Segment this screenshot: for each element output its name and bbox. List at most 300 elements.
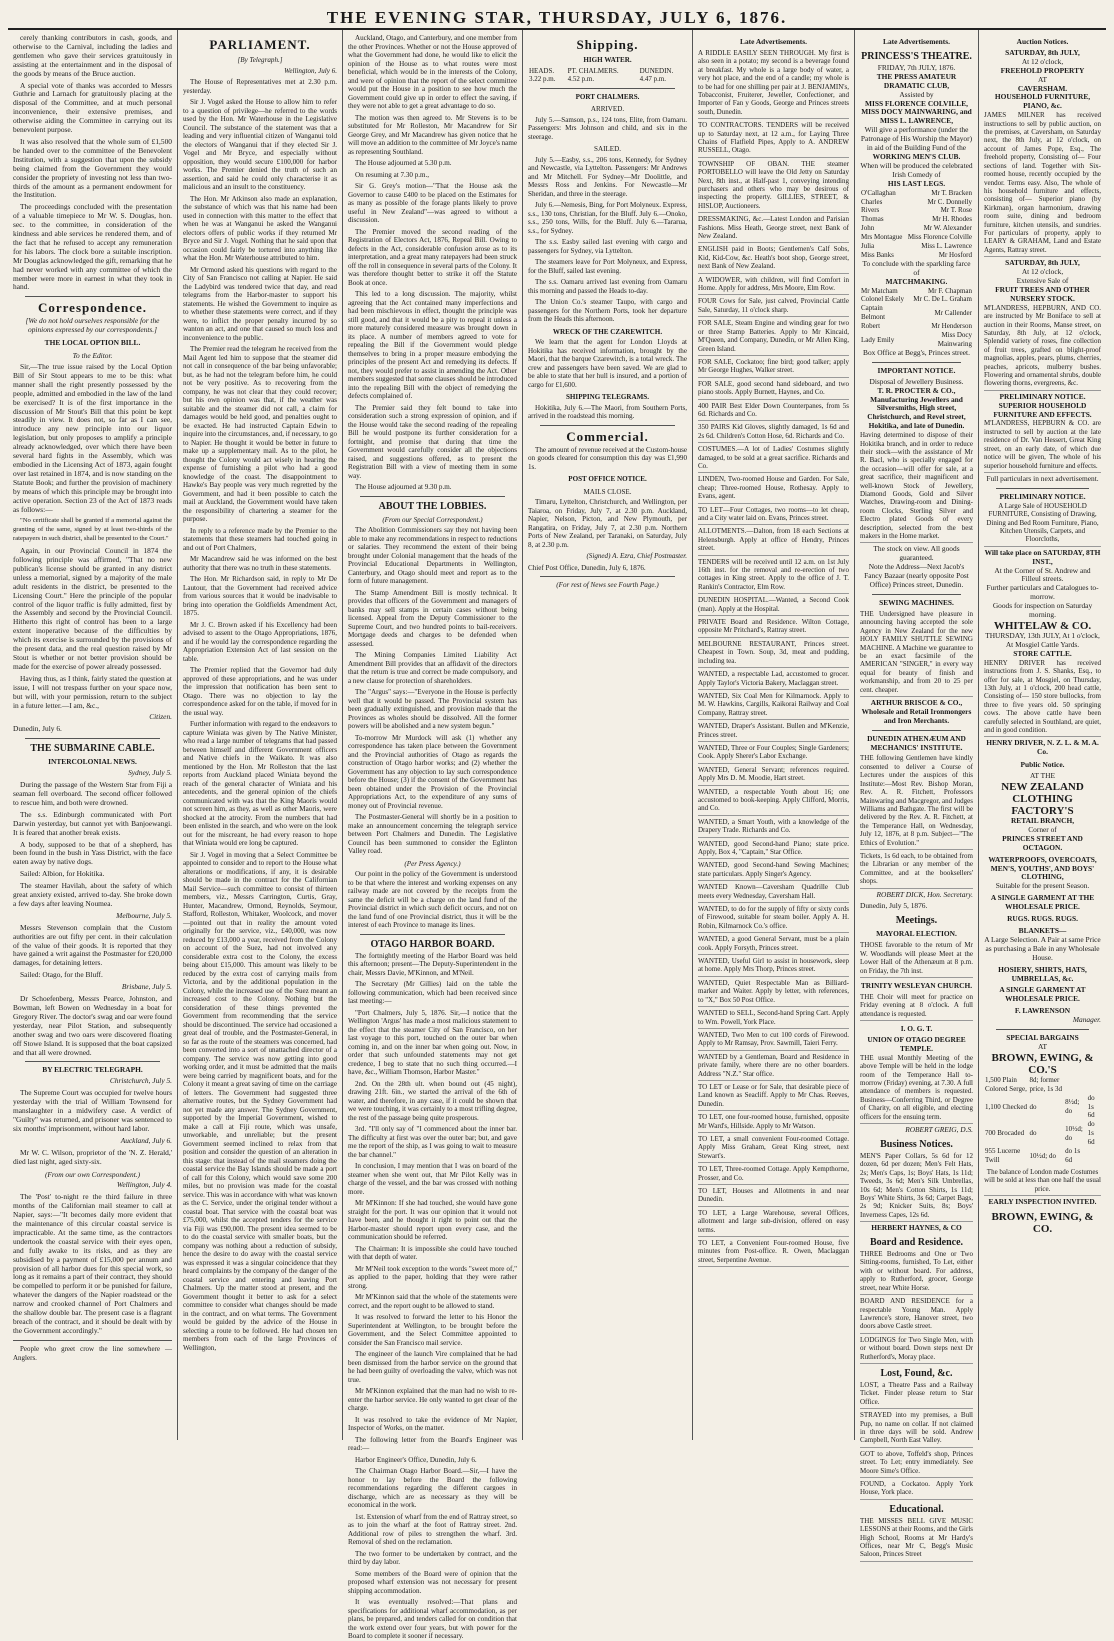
cast-actor: Miss Docy Mainwaring xyxy=(937,331,972,348)
masthead xyxy=(8,6,1106,30)
shipping-item: Hokitika, July 6.—The Maori, from Southern Ports, arrived in the roadstead this morning. xyxy=(528,403,687,420)
subheading-high-water: HIGH WATER. xyxy=(583,56,632,64)
news-item: A body, supposed to be that of a shepherd, has been found in the bush in Yass District, with the face eaten away by native dogs. xyxy=(13,839,172,867)
notice-heading: PRELIMINARY NOTICE. xyxy=(999,391,1086,401)
cast-actor: Mr Henderson xyxy=(931,322,972,331)
divider xyxy=(13,1340,172,1341)
classified-ad: TO LET, a Convenient Four-roomed House, five minutes from Post-office. R. Owen, Maclaggan street, Serpentine Avenue. xyxy=(698,1239,849,1267)
notice-line: HOSIERY, SHIRTS, HATS, UMBRELLAS, &c. xyxy=(998,964,1087,983)
section-heading-lobbies: ABOUT THE LOBBIES. xyxy=(378,500,487,512)
column-7 xyxy=(979,30,1106,1440)
shipping-item: July 6.—Nemesis, Bing, for Port Molyneux. Express, s.s., 130 tons, Christian, for the Bluff. July 6.—Onoko, s.s., 250 tons, Wills, for the Bluff. July 6.—Tararua, s.s., for Sydney. xyxy=(528,201,687,235)
editorial-note: [We do not hold ourselves responsible for the opinions expressed by our correspondents.] xyxy=(25,316,160,335)
article-paragraph: In reply to a reference made by the Premier to the statements that these steamers had touched going in and out of Port Chalmers, xyxy=(183,526,337,552)
notice-line: SPECIAL BARGAINS xyxy=(1006,1033,1079,1043)
divider xyxy=(872,362,961,363)
auction-date: SATURDAY, 8th JULY, xyxy=(1005,47,1080,57)
notice-footer: Goods for inspection on Saturday morning. xyxy=(992,601,1093,620)
advertisement: LOST, a Theatre Pass and a Railway Ticket. Finder please return to Star Office. xyxy=(860,1381,973,1409)
classified-ad: A RIDDLE EASILY SEEN THROUGH. My first is also seen in a potato; my second is a beverage found at breakfast. My whole is a large body of water, a very hot place, and the end of a candle; my whole is to be had for one shilling per pair at J. BENJAMIN's, Tobacconist, Fruiterer, Jeweller, Confectioner, and Importer of Fan y Goods, George and Princes streets south, Dunedin. xyxy=(698,49,849,119)
table-cell: 1,100 Checked xyxy=(985,1102,1027,1111)
section-heading-public-notice: Public Notice. xyxy=(1020,760,1065,770)
article-paragraph: The Chairman Otago Harbor Board.—Sir,—I have the honor to lay before the Board the following recommendations regarding the different cargoes in discharge, which are as necessary as they will be economical in the work. xyxy=(348,1467,517,1509)
cast-role: Captain Belmont xyxy=(861,304,886,322)
article-paragraph: Harbor Engineer's Office, Dunedin, July 6. xyxy=(355,1455,477,1464)
subheading: [By Telegraph.] xyxy=(237,56,283,64)
classified-ad: FOR SALE, Steam Engine and winding gear for two or three Stamp Batteries. Apply to Mr Kincaid, M'Queen, and Company, Dunedin, or Mr Allen King, Green Island. xyxy=(698,319,849,356)
classified-ad: WANTED, Three or Four Couples; Single Gardeners; Cook. Apply Sherer's Labor Exchange. xyxy=(698,744,849,764)
section-heading-shipping: Shipping. xyxy=(576,37,639,52)
classified-ad: WANTED by a Gentleman, Board and Residence in private family, where there are no other boarders. Address "N.Z." Star office. xyxy=(698,1053,849,1081)
play-title: HIS LAST LEGS. xyxy=(887,178,946,188)
cast-actor: Mr Hosford xyxy=(938,250,972,259)
post-office-item: Timaru, Lyttelton, Christchurch, and Wellington, per Taiaroa, on Friday, July 7, at 2.30 p.m. Auckland, Napier, Nelson, Picton, and New Plymouth, per Rangatira, on Friday, July 7, at 2.30 p.m. Northern Ports of New Zealand, per Taranaki, on Saturday, July 8, at 2.30 p.m. xyxy=(528,498,687,549)
classified-ad: WANTED, a good General Servant, must be a plain cook. Apply Forsyth, Princes street. xyxy=(698,935,849,955)
article-paragraph: The Stamp Amendment Bill is mostly technical. It provides that officers of the Government and managers of banks may sell stamps in certain cases without being licensed. Appeal from the Deputy Commissioner to the Supreme Court, and two hundred points to bail-receivers. Mortgage deeds and charges to be defended when assessed. xyxy=(348,588,517,648)
divider xyxy=(360,934,505,935)
divider xyxy=(540,576,675,577)
cast-role: Colonel Eskely xyxy=(861,295,904,304)
table-cell: do xyxy=(1029,1102,1037,1111)
advertiser-name: ARTHUR BRISCOE & CO., Wholesale and Retail Ironmongers and Iron Merchants. xyxy=(861,697,972,725)
table-cell: 8½d; do xyxy=(1065,1098,1080,1116)
classified-ad: TO LET, a small convenient Four-roomed Cottage. Apply Miss Graham, Great King street, next Stewart's. xyxy=(698,1135,849,1163)
classified-ad: WANTED, good Second-hand Piano; state price. Apply, Box 4, "Captain," Star Office. xyxy=(698,840,849,860)
article-paragraph: The Hon. Mr Richardson said, in reply to Mr De Lautour, that the Government had received advice from various sources that it would be inadvisable to bring into operation the Goldfields Amendment Act, 1875. xyxy=(183,575,337,617)
cast-row xyxy=(860,242,973,251)
article-paragraph: The Abolition Commissioners say they not having been able to make any recommendations in respect to reductions or salaries. They recommend the extent of their being brought under Colonial management that the heads of the Provincial Educational Departments in Wellington, Canterbury, and Otago should meet and report as to the form of future management. xyxy=(348,526,517,585)
divider xyxy=(996,488,1089,489)
classified-ad: WANTED, Useful Girl to assist in housework, sleep at home. Apply Mrs Thorp, Princes street. xyxy=(698,957,849,977)
cast-list xyxy=(860,287,973,349)
article-paragraph: Mr M'Neil took exception to the words "sweet more of," as applied to the paper, holding that they were rather strong. xyxy=(348,1264,517,1290)
article-paragraph: It was eventually resolved:—That plans and specifications for additional wharf accommodation, as per plans, be prepared, and tenders called for on condition that the work extend over four years, but with power for the Board to complete it sooner if necessary. xyxy=(348,1598,517,1640)
advertisement: THE Choir will meet for practice on Friday evening at 8 o'clock. A full attendance is requested. xyxy=(860,993,973,1021)
theatre-date: FRIDAY, 7th JULY, 1876. xyxy=(877,62,956,72)
label-arrived: ARRIVED. xyxy=(590,105,625,113)
table-cell: do 1s 6d xyxy=(1065,1147,1081,1164)
news-item: Messrs Stevenson complain that the Custom authorities are out fifty per cent. in their calculation of the value of their goods. It is reported that they have gained a writ against the Postmaster for £20,000 damages, for detaining letters. xyxy=(13,922,172,968)
auction-date: Will take place on SATURDAY, 8TH INST., xyxy=(984,547,1101,566)
subheading-post-office: POST OFFICE NOTICE. xyxy=(568,475,647,483)
section-heading-cable: THE SUBMARINE CABLE. xyxy=(30,743,155,755)
advertisement: THE Undersigned have pleasure in announcing having accepted the sole Agency in New Zealand for the new HOLY FAMILY SHUTTLE SEWING MACHINE. A Machine we guarantee to be an exact facsimile of the AMERICAN "SINGER," in every way equal for beauty of finish and workmanship, and from 20 to 25 per cent. cheaper. xyxy=(860,610,973,697)
article-paragraph: Sir G. Grey's motion—"That the House ask the Governor to cause £400 to be placed on the Estimates for as many as possible of the forage plants likely to prove useful in New Zealand"—was agreed to without a discussion. xyxy=(348,182,517,224)
shipping-item: The steamers leave for Port Molyneux, and Express, for the Bluff, sailed last evening. xyxy=(528,258,687,275)
table-cell: HEADS. xyxy=(529,66,555,75)
auction-items: FRUIT TREES AND OTHER NURSERY STOCK. xyxy=(995,284,1090,303)
shipping-item: The s.s. Oamaru arrived last evening from Oamaru this morning and passed the Heads to-day. xyxy=(528,278,687,295)
cast-role: John xyxy=(861,224,875,233)
section-heading-auction: Auction Notices. xyxy=(1016,37,1069,46)
column-footer: People who greet crow the line somewhere —Anglers. xyxy=(13,1344,172,1362)
article-paragraph: The Premier said they felt bound to take into consideration such a strong expression of opinion, and if the House would take the second reading of the repealing Bill he would postpone its further consideration for a fortnight, and promise that during that time the Government would carefully consider all the objections raised, and suggestions offered, as to present the Registration Bill with a view of meeting them in some way. xyxy=(348,403,517,480)
advertisement: JAMES MILNER has received instructions to sell by public auction, on the premises, at Caversham, on Saturday next, the 8th July, at 12 o'clock, on account of James Pope, Esq., The freehold property, Consisting of— Four sections of land. Together with Six-roomed house, recently occupied by the vendor. Terms easy. Also, The whole of his household furniture and effects, consisting of— Superior piano (by Kirkman), organ harmonium, drawing room suite, dining and bedroom furniture, kitchen utensils, and sundries. For particulars of property, apply to LEARY & GRAHAM, Land and Estate Agents, Rattray street. xyxy=(984,111,1101,257)
letter-salutation: To the Editor. xyxy=(72,351,113,361)
cast-role: Robert xyxy=(861,322,881,331)
article-paragraph: Mr M'Kinnon: If she had touched, she would have gone straight for the port. It was our opinion that it would not have been, and he thought it right to point out that the Harbor-master should report upon every case, and the communication should be referred. xyxy=(348,1199,517,1241)
notice-line: Corner of xyxy=(1028,824,1057,834)
article-paragraph: It was also resolved that the whole sum of £1,500 be handed over to the committee of the Benevolent Institution, with a suggestion that upon the subsidy being claimed from the Government they would consider the propriety of investing not less than two-thirds of the amount as a permanent endowment for the Institution. xyxy=(13,136,172,200)
cast-list xyxy=(860,189,973,260)
theatre-club-name: WORKING MEN'S CLUB. xyxy=(872,151,961,161)
article-paragraph: Some members of the Board were of opinion that the proposed wharf extension was not necessary for present shipping accommodation. xyxy=(348,1569,517,1595)
cast-role: Mr Matcham xyxy=(861,286,898,295)
classified-ad: DUNEDIN HOSPITAL.—Wanted, a Second Cook (man). Apply at the Hospital. xyxy=(698,596,849,616)
advertisement: THREE Bedrooms and One or Two Sitting-rooms, furnished, To Let, either with or without board. For address, apply to Rutherford, grocer, George street, near White Horse. xyxy=(860,1250,973,1295)
auction-place: CAVERSHAM. xyxy=(1017,83,1068,93)
divider xyxy=(540,88,675,89)
cast-role: Charles xyxy=(861,197,883,206)
classified-ad: WANTED, to do for the supply of fifty or sixty cords of Firewood, suitable for steam boiler. Apply A. H. Robin, Kilmarnock Co.'s office. xyxy=(698,905,849,933)
table-row xyxy=(984,1147,1101,1165)
section-heading-lost-found: Lost, Found, &c. xyxy=(880,1367,953,1379)
subheading-port: PORT CHALMERS. xyxy=(575,92,640,101)
article-paragraph: The Premier read the telegram he received from the Mail Agent led him to suppose that the steamer did not call in consequence of the bar being unfavorable; but, as he had not the telegram before him, he could not be very positive. As to recovering from the company, he was not clear that they could recover; but his own opinion was that, if the weather was suitable and the steamer did not call, a claim for damages would be held good, and penalties ought to be exacted. He had instructed Captain Edwin to inquire into the circumstances, and, if necessary, to go to Napier. He thought it would be better in future to make up a supplementary mail. As to the pilot, he thought the Colony would act wisely in hearing the expense of furnishing a pilot who had a good knowledge of the coast. The disappointment to Hawke's Bay people was very much regretted by the Government, and had it been possible to catch the mail at Auckland, the Government would have taken the responsibility of chartering a steamer for the purpose. xyxy=(183,345,337,523)
advertisement: M'LANDRESS, HEPBURN, AND CO. are instructed by Mr Boniface to sell at auction in their Rooms, Manse street, on Saturday, 8th July, at 12 o'clock, Splendid variety of roses, fine collection of fruit trees, grafted on blight-proof magnolias, apples, pears, plums, cherries, peaches, apricots, mulberry bushes. Flowering and ornamental shrubs, double flowering thorns, evergreens, &c. xyxy=(984,304,1101,391)
box-office: Box Office at Begg's, Princes street. xyxy=(863,347,970,357)
classified-ad: A WIDOWER, with children, will find Comfort in Home. Apply for address, Mrs Moore, Elm Row. xyxy=(698,276,849,296)
divider xyxy=(360,496,505,497)
article-paragraph: The Chairman: It is impossible she could have touched with that depth of water. xyxy=(348,1244,517,1261)
table-cell: 955 Lucerne Twill xyxy=(985,1147,1021,1164)
farce-intro: To conclude with the sparkling farce of xyxy=(862,258,971,277)
theatre-performance: Will give a performance (under the Patronage of His Worship the Mayor) in aid of the Building Fund of the xyxy=(860,125,973,153)
manager-name: F. LAWRENSON xyxy=(1014,1006,1071,1016)
article-paragraph: The Secretary (Mr Gillies) laid on the table the following communication, which had been received since last meeting:— xyxy=(348,980,517,1005)
letter-title: THE LOCAL OPTION BILL. xyxy=(44,338,141,348)
notice-line: WATERPROOFS, OVERCOATS, MEN'S, YOUTHS', AND BOYS' CLOTHING, xyxy=(988,854,1097,882)
shipping-item: The s.s. Easby sailed last evening with cargo and passengers for Sydney, via Lyttelton. xyxy=(528,238,687,255)
article-paragraph: Mr Ormond asked his questions with regard to the City of San Francisco not calling at Napier. He said the Ladybird was tendered twice that day, and read telegrams from the Harbor-master to support his statements. He wished the Government to inquire as to whether these statements were correct, and if they were, to inflict the proper penalty incurred by so wanton an act, and one that caused so much loss and inconvenience to the public. xyxy=(183,265,337,342)
section-heading-harbor-board: OTAGO HARBOR BOARD. xyxy=(370,938,495,950)
table-row xyxy=(984,1076,1101,1094)
news-item: The Supreme Court was occupied for twelve hours yesterday with the trial of William Townsend for manslaughter in a midwifery case. A verdict of "Guilty" was returned, and prisoner was sentenced to six months' imprisonment, without hard labor. xyxy=(13,1088,172,1133)
dateline: Wellington, July 4. xyxy=(116,1180,172,1190)
notice-line: BLANKETS— xyxy=(1018,925,1067,935)
notice-heading: IMPORTANT NOTICE. xyxy=(877,365,956,375)
article-paragraph: Sir J. Vogel in moving that a Select Committee be appointed to consider and to report to the House what alterations or modifications, if any, it is desirable should be made in the contract for the Californian Mail Service—such committee to consist of thirteen members, viz., Messrs Carrington, Curtis, Gray, Hunter, Macandrew, Ormond, Reynolds, Seymour, Stafford, Rolleston, Whitaker, Woolcock, and mover—pointed out that in reality the amount voted originally for the service, viz., £40,000, was now reduced by £13,000 a year, received from the Colony on account of the Suez, had not involved any considerable extra cost to the Colony, the excess being about £15,000. This amount was likely to be reduced by the extra cost of carrying mails from Victoria, and by the additional population in the Colony, while the increased use of the Suez meant an increased cost to the Colony. Nothing but the consideration of these things prevented the Government from recommending that the service should be discontinued. The service had occasioned a great deal of trouble, and the Postmaster-General, in so far as the route of the steamers was concerned, had been converted into a sort of unattached director of a company. The service was now getting into good working order, and it must be admitted that the mails were being carried by magnificent boats, and for the Colony it meant a great saving of time on the carriage of letters. The Government had suggested three alternative routes, but the Sydney Government had not yet made any answer. The Sydney Government, supported by the Imperial Government, wished to make a call at Fiji route, which was unsafe, unworkable, and unreliable; but the present Government seemed inclined to relax from that position and consider the question of an alteration in this stage: that instead of the mail steamers doing the coastal service the Bay Islands should be made a port of call for this Colony, which would save some 200 miles, but no provision was made for the coastal service. This was in accordance with what was known as the C. Service, under the original tender without a coastal boat. That service with the coastal boat was £75,000, whilst the accepted tenders for the service via Fiji was £90,000. The present idea seemed to be to do the coastal service with smaller boats, but the company was nothing about a reduction of subsidy, hence the desire to do away with the coastal service was expressed it was a singular coincidence that they heard complaints by the company of the danger of the coastal service and entering and leaving Port Chalmers. Up the matter stood at present, and the Government thought it better to ask for a select committee to consider what changes should be made in the contract, and on what terms. The Government would be guided by the advice of the House in selecting a route to be followed. He had chosen ten members from each of the large Provinces of Wellington, xyxy=(183,850,337,1352)
cast-actor: Mr C. De L. Graham xyxy=(913,295,972,304)
cast-actor: Mr H. Rhodes xyxy=(932,215,972,224)
column-5 xyxy=(693,30,855,1440)
news-item: Dr Schoefenberg, Messrs Pearce, Johnston, and Bowman, left Bowen on Wednesday in a boat for Gregory River. The doctor's swag and oar were found yesterday, near Pilot Station, and subsequently another swag and two oars were discovered floating off Stowe Island. It is supposed that the boat capsized and that all were drowned. xyxy=(13,994,172,1057)
divider xyxy=(25,738,160,739)
subheading: (Per Press Agency.) xyxy=(404,859,461,868)
article-paragraph: The Hon. Mr Atkinson also made an explanation, the substance of which was that his name had been used in connection with this matter to the effect that when he was at Wanganui he asked the Wanganui electors offers of public works if they returned Mr Bryce and Sir J. Vogel. Nothing that he said upon that occasion could fairly be tortured into anything like what the Hon. Mr Waterhouse attributed to him. xyxy=(183,194,337,262)
classified-ad: TOWNSHIP OF OBAN. THE steamer PORTOBELLO will leave the Old Jetty on Saturday Next, 8th inst., at Half-past 1, conveying intending purchasers and others who may be desirous of inspecting the property. GILLIES, STREET, & HISLOP, Auctioneers. xyxy=(698,160,849,213)
cast-row xyxy=(860,304,973,322)
news-item: The s.s. Edinburgh communicated with Port Darwin yesterday, but cannot yet with Banjoewangi. It is feared that another break exists. xyxy=(13,809,172,837)
notice-line: NEW ZEALAND CLOTHING FACTORY'S xyxy=(1001,781,1084,817)
section-heading-board: Board and Residence. xyxy=(869,1237,964,1249)
shipping-item: The Union Co.'s steamer Taupo, with cargo and passengers for the Northern Ports, took her departure from the Heads this afternoon. xyxy=(528,298,687,323)
divider xyxy=(872,730,961,731)
notice-heading: DUNEDIN ATHENÆUM AND MECHANICS' INSTITUTE. xyxy=(867,733,966,752)
auction-date: SATURDAY, 8th JULY, xyxy=(1005,258,1080,268)
classified-ad: WANTED to SELL, Second-hand Spring Cart. Apply to Wm. Powell, York Place. xyxy=(698,1009,849,1029)
article-paragraph: "Port Chalmers, July 5, 1876. Sir,—I notice that the Wellington 'Argus' has made a most malicious statement to the effect that the steamer City of San Francisco, on her last voyage to this port, touched on the outer bar when coming in, and on the inner bar when going out. Now, in order that such unfounded statements may not get credence, I beg to state that no such thing occurred.—I have, &c., William Thomson, Harbor Master." xyxy=(348,1008,517,1076)
dateline: Wellington, July 6. xyxy=(284,66,337,75)
article-paragraph: The Premier replied that the Governor had duly approved of these appropriations, and he was under the impression that notification has been sent to Otago. There was no objection to lay the correspondence asked for on the table, if moved for in the usual way. xyxy=(183,666,337,717)
classified-ad: DRESSMAKING, &c.—Latest London and Parisian Fashions. Miss Heath, George street, next Bank of New Zealand. xyxy=(698,215,849,243)
cast-role: Mrs Montague xyxy=(861,233,903,242)
advertisement: HENRY DRIVER has received instructions from J. S. Shanks, Esq., to offer for sale, at Mosgiel, on Thursday, 13th July, at 1 o'clock, 200 head cattle, Consisting of— 150 store bullocks, from three to five years old. 50 springing cows. The above cattle have been carefully selected in Southland, are quiet, and in good condition. xyxy=(984,659,1101,738)
section-heading-meetings: Meetings. xyxy=(895,915,938,927)
classified-ad: WANTED, General Servant; references required. Apply Mrs D. M. Moodie, Hart street. xyxy=(698,766,849,786)
auction-place: At Mosgiel Cattle Yards. xyxy=(1005,639,1080,649)
classified-ad: WANTED, good Second-hand Sewing Machines; state particulars. Apply Singer's Agency. xyxy=(698,861,849,881)
manager-title: Manager. xyxy=(1072,1015,1101,1025)
section-heading-business: Business Notices. xyxy=(880,1138,953,1150)
subheading: (From our Special Correspondent.) xyxy=(382,515,483,524)
news-item: During the passage of the Western Star from Fiji a seaman fell overboard. The second officer followed to rescue him, and both were drowned. xyxy=(13,780,172,807)
cast-role: Julia xyxy=(861,242,875,251)
columns xyxy=(8,30,1106,1640)
article-paragraph: The Mining Companies Limited Liability Act Amendment Bill provides that an affidavit of the directors that the return is true and correct be made compulsory, and a new clause for protection of shareholders. xyxy=(348,651,517,685)
article-paragraph: In conclusion, I may mention that I was on board of the steamer when she went out, that Mr Pilot Kelly was in charge of the vessel, and the bar was crossed with nothing more. xyxy=(348,1162,517,1196)
cast-role: O'Callaghan xyxy=(861,188,896,197)
notice-line: A SINGLE GARMENT AT WHOLESALE PRICE. xyxy=(999,985,1086,1004)
table-cell: PT. CHALMERS. xyxy=(567,66,619,75)
notice-line: RETAIL BRANCH, xyxy=(1010,816,1075,825)
high-water-table xyxy=(528,67,687,84)
auction-items: HOUSEHOLD FURNITURE, PIANO, &c. xyxy=(994,92,1091,111)
news-item: Sailed: Albion, for Hokitika. xyxy=(20,869,105,879)
table-cell: 10½d; do xyxy=(1065,1124,1083,1142)
shipping-item: July 5.—Samson, p.s., 124 tons, Elite, from Oamaru. Passengers: Mrs Johnson and child, and six in the steerage. xyxy=(528,115,687,141)
theatre-club: THE PRESS AMATEUR DRAMATIC CLUB, xyxy=(876,71,957,90)
article-paragraph: The "Argus" says:—"Everyone in the House is perfectly well that it would be passed. The Provincial system has been gradually extinguished, and provision made that the Provinces as wholes should be dissolved. All the former powers will be abolished and a new system begun." xyxy=(348,688,517,730)
cast-actor: Mr W. Alexander xyxy=(923,224,972,233)
table-cell: 8d; former price, 1s 3d xyxy=(1029,1075,1062,1093)
article-paragraph: To-morrow Mr Murdock will ask (1) whether any correspondence has taken place between the Government and the Provincial authorities of Otago as regards the construction of Otago harbor works; and (2) whether the Government has any objection to lay such correspondence before the House; (3) if the consent of the Government has been obtained under the Provision of the Provincial Appropriations Act, to the expenditure of any sums of money out of Provincial revenue. xyxy=(348,733,517,810)
cast-row xyxy=(860,224,973,233)
article-paragraph: It was resolved to forward the letter to his Honor the Superintendent at Wellington, to be brought before the Government, and the Select Committee appointed to consider the San Francisco mail service. xyxy=(348,1313,517,1347)
notice-line: A SINGLE GARMENT AT THE WHOLESALE PRICE. xyxy=(990,893,1095,912)
advertiser-name: WHITELAW & CO. xyxy=(993,620,1092,632)
advertisement: THE MISSES BELL GIVE MUSIC LESSONS at their Rooms, and the Girls High School, Rooms at Mr Hardy's Offices, near Mr C, Begg's Music Saloon, Princes Street xyxy=(860,1517,973,1562)
auction-time: At 12 o'clock, xyxy=(1021,267,1064,277)
notice-subheading: UNION OF OTAGO DEGREE TEMPLE. xyxy=(867,1034,966,1053)
label-mails-close: MAILS CLOSE. xyxy=(583,487,632,496)
section-heading-late-ads: Late Advertisements. xyxy=(740,37,807,46)
dateline: Sydney, July 5. xyxy=(128,768,172,778)
classified-ad: WANTED, Six Coal Men for Kilmarnock. Apply to M. W. Hawkins, Cargills, Kaikorai Railway and Coal Company, Rattray street. xyxy=(698,692,849,720)
news-item: The 'Post' to-night re the third failure in three months of the Californian mail steamer to call at Napier, says:—"It becomes daily more evident that the maintenance of this circular coastal service is impracticable. At the same time, as the contractors undertook the coastal service with their eyes open, and fully awake to its risks, and as they are subsidised by a payment of £15,000 per annum and provision of all harbor dues for this special work, so long as it remains a part of their contract, they should be compelled to perform it or be punished for failure, whatever the dangers of the Napier roadstead or the narrow and crooked channel of Port Chalmers and the shallow double bar. The present case is a flagrant breach of the contract, and it should be dealt with by the Government accordingly." xyxy=(13,1192,172,1335)
cast-row xyxy=(860,322,973,331)
article-paragraph: 1st. Extension of wharf from the end of Rattray street, so as to join the wharf at the foot of Rattray street. 2nd. Additional row of piles to strengthen the wharf. 3rd. Removal of shed on the reclamation. xyxy=(348,1512,517,1546)
notice-heading: MAYORAL ELECTION. xyxy=(876,929,957,939)
column-4 xyxy=(523,30,693,1440)
notice-line: PRINCES STREET AND OCTAGON. xyxy=(1002,833,1083,852)
section-heading-telegraph: BY ELECTRIC TELEGRAPH. xyxy=(42,1065,143,1075)
notice-date: Chief Post Office, Dunedin, July 6, 1876. xyxy=(528,563,646,572)
auction-at: AT xyxy=(1037,74,1048,84)
table-cell: 700 Brocaded xyxy=(985,1129,1025,1138)
letter-paragraph: Again, in our Provincial Council in 1874 the following principle was affirmed, "That no new publican's license should be granted in any district unless a memorial, signed by a majority of the male adult residents in the district, be presented to the Licensing Court." Here the principle of the popular control of the liquor traffic is fully admitted, first by the Assembly and second by the Provincial Council. Hitherto this right of control has been to a large extent inoperative because of the difficulties by which its exercise is surrounded by the provisions of the present data, and the real question raised by Mr Stout is whether or not better provision should be made for the exercise of power already possessed. xyxy=(13,546,172,671)
advertisement: STRAYED into my premises, a Bull Pup, no name on collar. If not claimed in three days will be sold. Andrew Campbell, North East Valley. xyxy=(860,1411,973,1448)
section-heading-late-ads: Late Advertisements. xyxy=(883,37,950,46)
advertiser-name: T. R. PROCTER & CO., Manufacturing Jewellers and Silversmiths, High street, Christchurch, and Revel street, Hokitika, and late of Dunedin. xyxy=(867,385,966,431)
dateline: Brisbane, July 5. xyxy=(121,982,172,992)
divider xyxy=(540,425,675,426)
classified-ad: 350 PAIRS Kid Gloves, slightly damaged, 1s 6d and 2s 6d. Children's Cotton Hose, 6d. Richards and Co. xyxy=(698,423,849,443)
section-heading-parliament: PARLIAMENT. xyxy=(209,37,311,52)
section-heading-educational: Educational. xyxy=(889,1503,944,1515)
notice-signature: ROBERT DICK, Hon. Secretary. xyxy=(876,889,973,899)
classified-ad: FOR SALE, good second hand sideboard, and two piano stools. Apply Burnett, Haynes, and Co. xyxy=(698,380,849,400)
notice-subheading: SUPERIOR HOUSEHOLD FURNITURE AND EFFECTS. xyxy=(993,400,1092,419)
notice-heading: PRELIMINARY NOTICE. xyxy=(999,491,1086,501)
cast-role: Lady Emily xyxy=(861,335,895,344)
article-paragraph: Sir J. Vogel asked the House to allow him to refer to a question of privilege—he referred to the words used by the Hon. Mr Waterhouse in the Legislative Council. The substance of the statement was that a leading and very influential citizen of Wanganui told the electors of Wanganui that if they elected Sir J. Vogel and Mr Bryce, and especially without opposition, they would secure £100,000 for harbor works. The Premier denied the truth of such an assertion, and said he could only characterise it as malicious and an insult to the constituency. xyxy=(183,98,337,191)
divider xyxy=(25,1061,160,1062)
cast-row xyxy=(860,206,973,215)
classified-ad: ENGLISH paid in Boots; Gentlemen's Calf Sobs, Kid, Kid-Cow, &c. Heath's boot shop, George street, next Bank of New Zealand. xyxy=(698,245,849,273)
classified-ad: WANTED Known—Caversham Quadrille Club meets every Wednesday, Caversham Hall. xyxy=(698,883,849,903)
auction-time: At 12 o'clock, xyxy=(1021,56,1064,66)
bargains-table xyxy=(984,1076,1101,1165)
advertiser-name: HENRY DRIVER, N. Z. L. & M. A. Co. xyxy=(986,738,1099,757)
advertisement: The balance of London made Costumes will be sold at less than one half the usual price. xyxy=(984,1168,1101,1196)
notice-date: Dunedin, July 5, 1876. xyxy=(860,901,928,911)
article-paragraph: 2nd. On the 28th ult. when bound out (45 night), drawing 21ft. 6in., we started the arrival of the 6th of water, and therefore, in any case, if it could be shown that we were touching, it was certainly to a most trifling degree, the rest of the passage being quite prosperous. xyxy=(348,1079,518,1122)
cast-role: Rivers xyxy=(861,206,880,215)
classified-ad: 400 PAIR Best Elder Down Counterpanes, from 5s 6d. Richards and Co. xyxy=(698,402,849,422)
theatre-ladies: MISS FLORENCE COLVILLE, MISS DOCY MAINWARING, and MISS L. LAWRENCE, xyxy=(861,98,972,126)
notice-footer: Further particulars and Catalogues to-morrow. xyxy=(986,583,1099,602)
cast-row xyxy=(860,233,973,242)
letter-signature: Citizen. xyxy=(149,712,172,722)
cast-row xyxy=(860,198,973,207)
article-paragraph: Mr M'Kinnon explained that the man had no wish to re-enter the harbor service. He only wanted to get clear of the charge. xyxy=(348,1387,517,1412)
classified-ad: PRIVATE Board and Residence. Wilton Cottage, opposite Mr Pritchard's, Rattray street. xyxy=(698,618,849,638)
advertisement: M'LANDRESS, HEPBURN & CO. are instructed to sell by auction at the late residence of Dr. Van Hessert, Great King street, on an early date, of which due notice will be given, The whole of his superior household furniture and effects. xyxy=(984,419,1101,472)
theatre-intro: When will be produced the celebrated Irish Comedy of xyxy=(860,160,973,179)
article-paragraph: This led to a long discussion. The majority, whilst agreeing that the Act contained many imperfections and had been mischievous in effect, thought the principle was still good, and that it would be a pity to repeal it unless a more maturely considered measure was brought down in its place. A number of members agreed to vote for repealing the Bill if the Government would pledge themselves to bring in a proper measure embodying the principles of the present Act and remedying its defects. If not, they would prefer to assist in amending the Act. Other members suggested that some clauses should be introduced into the repealing Bill with the object of remedying the defects complained of. xyxy=(348,290,517,400)
table-row xyxy=(984,1120,1101,1147)
table-cell: 10½d; do xyxy=(1029,1151,1056,1160)
article-paragraph: Further information with regard to the endeavors to capture Winiata was given by The Native Minister, who read a large number of telegrams that had passed between himself and different Government officers and Native chiefs in the Waikato. It was also mentioned by the Hon. Mr Rolleston that the last reports from Auckland placed Winiata beyond the reach of the general character of Winiata and his antecedents, and the general opinion of the chiefs communicated with was that the King Maoris would not screen him, as they, as well as other Maoris, were shocked at the atrocity. From the numbers that had been enlisted in the search, and who were on the look out for the miscreant, he had every reason to hope that Winiata would ere long be captured. xyxy=(183,720,337,847)
advertisement: FOUND, a Cockatoo. Apply York House, York place. xyxy=(860,1480,973,1500)
classified-ad: WANTED, Draper's Assistant. Bullen and M'Kenzie, Princes street. xyxy=(698,722,849,742)
classified-ad: COSTUMES.—A lot of Ladies' Costumes slightly damaged, to be sold at a great sacrifice. Richards and Co. xyxy=(698,445,849,473)
classified-ad: TO LET, Three-roomed Cottage. Apply Kempthorne, Prosser, and Co. xyxy=(698,1165,849,1185)
classified-ad: WANTED, a respectable Lad, accustomed to grocer. Apply Taylor's Victoria Bakery, Maclaggan street. xyxy=(698,670,849,690)
notice-line: AT xyxy=(1037,1041,1048,1051)
classified-ad: TO CONTRACTORS. TENDERS will be received up to Saturday next, at 12 a.m., for Laying Three Chains of Flatfield Pipes, Apply to A. ANDREW RUSSELL, Otago. xyxy=(698,121,849,158)
table-row xyxy=(528,67,687,76)
notice-signature: (Signed) A. Ezra, Chief Postmaster. xyxy=(586,552,687,560)
farce-title: MATCHMAKING. xyxy=(885,276,948,286)
advertisement: GOT to above, Toffeld's shop, Princes street. To Let; entry immediately. See Moore Sime's Office. xyxy=(860,1450,973,1478)
divider xyxy=(996,1029,1089,1030)
table-cell: DUNEDIN. xyxy=(639,66,674,75)
notice-subheading: Disposal of Jewellery Business. xyxy=(869,376,964,386)
classified-ad: FOR SALE, Cockatoo; fine bird; good talker; apply Mr George Hughes, Walker street. xyxy=(698,358,849,378)
letter-paragraph: Sir,—The true issue raised by the Local Option Bill of Sir Stout appears to me to be this: what manner shall the right presently possessed by the people, admitted and embodied in the law of the land be exercised? It is of the first importance in the discussion of Mr Stout's Bill that this point be kept steadily in view. It does not, so far as I can see, introduce any new principle into our liquor legislation, but only proposes to amplify a principle already acknowledged, over which there have been several hard fights in the Assembly, which was embodied in the Licensing Act of 1873, again fought over last retained in 1874, and is now standing on the Statute Book; and further the provision of machinery by means of which this principle may be brought into active operation. Section 23 of the Act of 1873 reads as follows:— xyxy=(13,362,172,514)
masthead-title: THE EVENING STAR, THURSDAY, JULY 6, 1876. xyxy=(326,8,788,27)
shipping-item: We learn that the agent for London Lloyds at Hokitika has received information, brought by the Maori, that the barque Czarewitch, is a total wreck. The crew and passengers have been saved. We are glad to be able to state that her hull is insured, and a portion of cargo for £1,600. xyxy=(528,338,687,389)
advertisement: BOARD AND RESIDENCE for a respectable Young Man. Apply Lawrence's store, Hanover street, two doors above Castle street. xyxy=(860,1297,973,1334)
article-paragraph: The Postmaster-General will shortly be in a position to make an announcement concerning the telegraph service between Port Chalmers and Dunedin. The Legislative Council has been summoned to consider the Eglinton Valley road. xyxy=(348,813,517,855)
cast-row xyxy=(860,331,973,349)
advertisement-note: The stock on view. All goods guaranteed. xyxy=(873,544,960,563)
advertisement-list xyxy=(698,49,849,1267)
notice-line: A Large Selection. A Pair at same Price as purchasing a Bale in any Wholesale House. xyxy=(984,934,1101,962)
advertiser-name: HERBERT HAYNES, & CO xyxy=(871,1223,962,1233)
auction-date: THURSDAY, 13th JULY, At 1 o'clock, xyxy=(985,631,1100,640)
classified-ad: TO LET—Four Cottages, two rooms—to let cheap, and a City water laid on. Evans, Princes street. xyxy=(698,506,849,526)
cast-row xyxy=(860,287,973,296)
article-paragraph: Auckland, Otago, and Canterbury, and one member from the other Provinces. Whether or not the House approved of what the Government had done, he would like to elicit the opinion of the House as to what routes were most beneficial, which would be in the interests of the Colony, and were of opinion that the report of the select committee would put the House in a position to see how much the Government could give up in order to effect the saving, if they were not able to get a great advantage to do so. xyxy=(348,34,517,110)
notice-line: Suitable for the present Season. xyxy=(995,881,1090,891)
article-paragraph: cerely thanking contributors in cash, goods, and otherwise to the Carnival, including the ladies and gentlemen who gave their services gratuitously in assisting at the entertainment and in the disposal of the goods by means of the Bruce auction. xyxy=(13,33,172,78)
notice-signature: ROBERT GREIG, D.S. xyxy=(905,1125,973,1134)
table-cell: 4.47 p.m. xyxy=(639,75,667,83)
notice-heading: SEWING MACHINES. xyxy=(879,597,954,607)
auction-place: At the Corner of St. Andrew and Filleul streets. xyxy=(994,565,1091,584)
cast-actor: Mr F. Chapman xyxy=(928,286,972,295)
auction-title: FREEHOLD PROPERTY xyxy=(1000,65,1085,75)
classified-ad: WANTED, a Smart Youth, with a knowledge of the Drapery Trade. Richards and Co. xyxy=(698,818,849,838)
dateline: Christchurch, July 5. xyxy=(109,1076,172,1086)
article-paragraph: The two former to be undertaken by contract, and the third by day labor. xyxy=(348,1549,517,1566)
advertisement: THE following Gentlemen have kindly consented to deliver a Course of Lectures under the auspices of this Institute:—Most Rev. Bishop Moran, Rev. A. R. Fitchett, Professors Mainwaring and Macgregor, and Judges Williams and Bathgate. The first will be delivered by the Rev. A. R. Fitchett, at the Temperance Hall, on Wednesday, July 12, 1876, at 8 p.m. Subject—"The Ethics of Evolution." xyxy=(860,754,973,849)
auction-intro: Extensive Sale of xyxy=(1016,275,1069,285)
cast-actor: Mr C. Donnelly xyxy=(927,197,972,206)
article-paragraph: The Premier moved the second reading of the Registration of Electors Act, 1876, Repeal Bill. Owing to defects in the Act, considerable confusion arose as to its interpretation, and a great many ratepayers had been struck off the roll in consequence in several parts of the Colony. It was therefore thought better to strike it off the Statute Book at once. xyxy=(348,227,517,287)
cast-role: Miss Banks xyxy=(861,250,894,259)
classified-ad: TO LET, a Large Warehouse, several Offices, allotment and large sub-division, offered on easy terms. xyxy=(698,1209,849,1237)
subheading-telegrams: SHIPPING TELEGRAMS. xyxy=(565,393,650,401)
theatre-title: PRINCESS'S THEATRE. xyxy=(861,50,972,62)
classified-ad: TO LET, Houses and Allotments in and near Dunedin. xyxy=(698,1187,849,1207)
table-cell: 4.52 p.m. xyxy=(567,75,595,83)
news-item: Mr W. C. Wilson, proprietor of the 'N. Z. Herald,' died last night, aged sixty-six. xyxy=(13,1147,172,1166)
classified-ad: ALLOTMENTS.—Dalton, from 18 each Sections at Helensburgh. Apply at office of Hendry, Princes street. xyxy=(698,527,849,555)
cast-actor: Miss Florence Colville xyxy=(907,233,972,242)
table-cell: do 1s 6d xyxy=(1087,1120,1095,1147)
dateline: Melbourne, July 5. xyxy=(116,910,172,920)
classified-ad: TO LET, one four-roomed house, furnished, opposite Mr Ward's, Hillside. Apply to Mr Watson. xyxy=(698,1113,849,1133)
cast-actor: Mr T. Rose xyxy=(940,206,972,215)
advertisement: Having determined to dispose of their Hokitika branch, and in order to reduce their stock—with the assistance of Mr R. Bacl, who is specially engaged for the occasion—will offer for sale, at a great sacrifice, their magnificent and well-known Stock of Jewellery, Diamond Goods, Gold and Silver Watches, Drawing-room and Dining-room Clocks, Sterling Silver and Electro plated Goods of every description, selected from the best makers in the Home market. xyxy=(860,431,973,543)
notice-line: RUGS. RUGS. RUGS. xyxy=(1007,914,1078,924)
advertisement: Tickets, 1s 6d each, to be obtained from the Librarian or any member of the Committee, and at the booksellers' shops. xyxy=(860,852,973,889)
cast-row xyxy=(860,295,973,304)
classified-ad: WANTED, a respectable Youth about 16; one accustomed to book-keeping. Apply Clifford, Morris, and Co. xyxy=(698,788,849,816)
article-paragraph: Mr J. C. Brown asked if his Excellency had been advised to assent to the Otago Appropriations, 1876, and if he would lay the correspondence regarding the Appropriation Extension Act of last session on the table. xyxy=(183,620,337,663)
cast-row xyxy=(860,189,973,198)
shipping-item: July 5.—Easby, s.s., 206 tons, Kennedy, for Sydney and Newcastle, via Lyttelton. Passengers: Mr Andrews and Mr Mitchell. For Sydney—Mr Doolittle, and Messrs Ross and Jenkins. For Newcastle—Mr Sheridan, and three in the steerage. xyxy=(528,155,687,198)
correspondent-note: (From our own Correspondent.) xyxy=(44,1169,141,1179)
letter-paragraph: Having thus, as I think, fairly stated the question at issue, I will not trespass further on your space now, but will, with your permission, return to the subject in a future letter.—I am, &c., xyxy=(13,673,172,710)
table-cell: 3.22 p.m. xyxy=(529,75,556,83)
subheading-wreck: WRECK OF THE CZAREWITCH. xyxy=(552,327,663,336)
article-paragraph: On resuming at 7.30 p.m., xyxy=(355,170,430,179)
advertisement: A Large Sale of HOUSEHOLD FURNITURE, Consisting of Drawing, Dining and Bed Room Furniture, Piano, Kitchen Utensils, Carpets, and Floorcloths, xyxy=(984,502,1101,547)
section-heading-commercial: Commercial. xyxy=(566,428,649,444)
commercial-item: The amount of revenue received at the Custom-house on goods cleared for consumption this day was £1,990 1s. xyxy=(528,445,687,471)
column-2 xyxy=(178,30,343,1440)
notice-heading: I. O. G. T. xyxy=(900,1024,933,1034)
article-paragraph: The fortnightly meeting of the Harbor Board was held this afternoon; present—The Deputy-Superintendent in the chair, Messrs Davie, M'Kinnon, and M'Neil. xyxy=(348,951,517,977)
advertisement: LODGINGS for Two Single Men, with or without board. Down steps next Dr Rutherford's, Moray place. xyxy=(860,1336,973,1364)
column-1 xyxy=(8,30,178,1440)
theatre-assist: Assisted by xyxy=(899,89,934,99)
